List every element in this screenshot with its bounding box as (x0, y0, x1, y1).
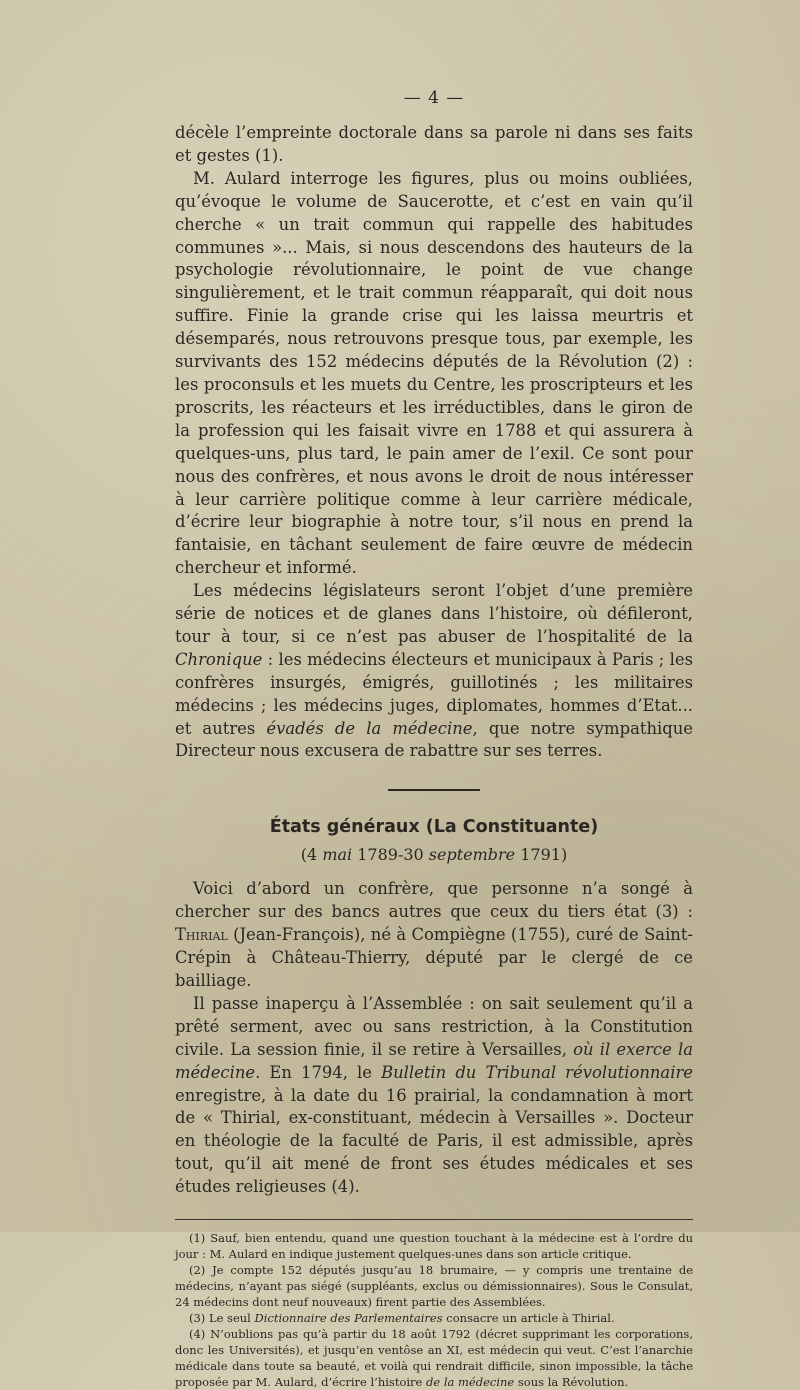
text-run: Il passe inaperçu à l’Assemblée : on sait seulement qu’il a prêté serment, avec ou sans restriction, à la Constitution civile. La session finie, il se retire à Versailles, (175, 993, 693, 1059)
page-number: — 4 — (403, 88, 465, 108)
text-run: sous la Révolution. (514, 1375, 629, 1390)
text-run: (3) Le seul (189, 1311, 255, 1326)
section-dates (175, 845, 693, 864)
footnote-rule (175, 1219, 693, 1220)
footnote-4 (175, 1326, 693, 1390)
section-title: États généraux (La Constituante) (269, 817, 599, 838)
footnote-3 (175, 1310, 693, 1326)
paragraph-series (175, 580, 693, 763)
italic-run: septembre (428, 845, 516, 865)
text-run: 1789-30 (352, 845, 429, 865)
text-run: Les médecins législateurs seront l’objet d’une première série de notices et de glanes dans l’histoire, où défileront, tour à tour, si ce n’est pas abuser de l’hospitalité de la (175, 581, 693, 646)
text-column (175, 88, 693, 1390)
italic-run: où il exerce la médecine. (175, 1039, 693, 1082)
paragraph-continuation: décèle l’empreinte doctorale dans sa parole ni dans ses faits et gestes (1). (175, 123, 693, 165)
italic-run: Dictionnaire des Parlementaires (254, 1311, 443, 1326)
text-run: Voici d’abord un confrère, que personne n’a songé à chercher sur des bancs autres que ceux du tiers état (3) : (175, 879, 693, 922)
text-run: consacre un article à Thirial. (442, 1311, 615, 1326)
italic-run: Chronique (175, 649, 263, 669)
footnote-2: (2) Je compte 152 députés jusqu’au 18 brumaire, — y compris une trentaine de médecins, n’ayant pas siégé (suppléants, exclus ou démissionnaires). Sous le Consulat, 24 médecins dont neuf nouveaux) firent partie des Assemblées. (175, 1263, 693, 1310)
footnote-1: (1) Sauf, bien entendu, quand une question touchant à la médecine est à l’ordre du jour : M. Aulard en indique justement quelques-unes dans son article critique. (175, 1231, 693, 1262)
section-divider (388, 789, 480, 791)
text-run: , que notre sympathique Directeur nous excusera de rabattre sur ses terres. (175, 718, 693, 761)
text-run: En 1794, le (260, 1062, 382, 1082)
text-run: (4) N’oublions pas qu’à partir du 18 août 1792 (décret supprimant les corporations, donc les Universités), et jusqu’en ventôse an XI, est médecin qui veut. C’est l’anarchie médicale dans toute sa beauté, et voilà qui rendrait difficile, sinon impossible, la tâche proposée par M. Aulard, d’écrire l’histoire (175, 1327, 693, 1390)
italic-run: de la médecine (426, 1375, 515, 1390)
text-run: (Jean-François), né à Compiègne (1755), curé de Saint-Crépin à Château-Thierry, député par le clergé de ce bailliage. (175, 925, 693, 990)
name-smallcaps: Thirial (175, 925, 228, 945)
text-run: : les médecins électeurs et municipaux à Paris ; les confrères insurgés, émigrés, guillotinés ; les militaires médecins ; les médecins juges, diplomates, hommes d’Etat... et autres (175, 649, 693, 738)
text-run: enregistre, à la date du 16 prairial, la condamnation à mort de « Thirial, ex-constituant, médecin à Versailles ». Docteur en théologie de la faculté de Paris, il est admissible, après tout, qu’il ait mené de front ses études médicales et ses études religieuses (4). (175, 1085, 693, 1197)
paragraph-assemblee (175, 993, 693, 1199)
text-run: 1791) (515, 845, 568, 865)
text-run: (4 (300, 845, 323, 865)
paragraph-thirial (175, 878, 693, 993)
italic-run: Bulletin du Tribunal révolutionnaire (381, 1062, 693, 1082)
italic-run: évadés de la médecine (266, 718, 473, 738)
italic-run: mai (322, 845, 353, 865)
paragraph-aulard: M. Aulard interroge les figures, plus ou moins oubliées, qu’évoque le volume de Saucerotte, et c’est en vain qu’il cherche « un trait commun qui rappelle des habitudes communes »... Mais, si nous descendons des hauteurs de la psychologie révolutionnaire, le point de vue change singulièrement, et le trait commun réapparaît, qui doit nous suffire. Finie la grande crise qui les laissa meurtris et désemparés, nous retrouvons presque tous, par exemple, les survivants des 152 médecins députés de la Révolution (2) : les proconsuls et les muets du Centre, les proscripteurs et les proscrits, les réacteurs et les irréductibles, dans le giron de la profession qui les faisait vivre en 1788 et qui assurera à quelques-uns, plus tard, le pain amer de l’exil. Ce sont pour nous des confrères, et nous avons le droit de nous intéresser à leur carrière politique comme à leur carrière médicale, d’écrire leur biographie à notre tour, s’il nous en prend la fantaisie, en tâchant seulement de faire œuvre de médecin chercheur et informé. (175, 168, 693, 578)
